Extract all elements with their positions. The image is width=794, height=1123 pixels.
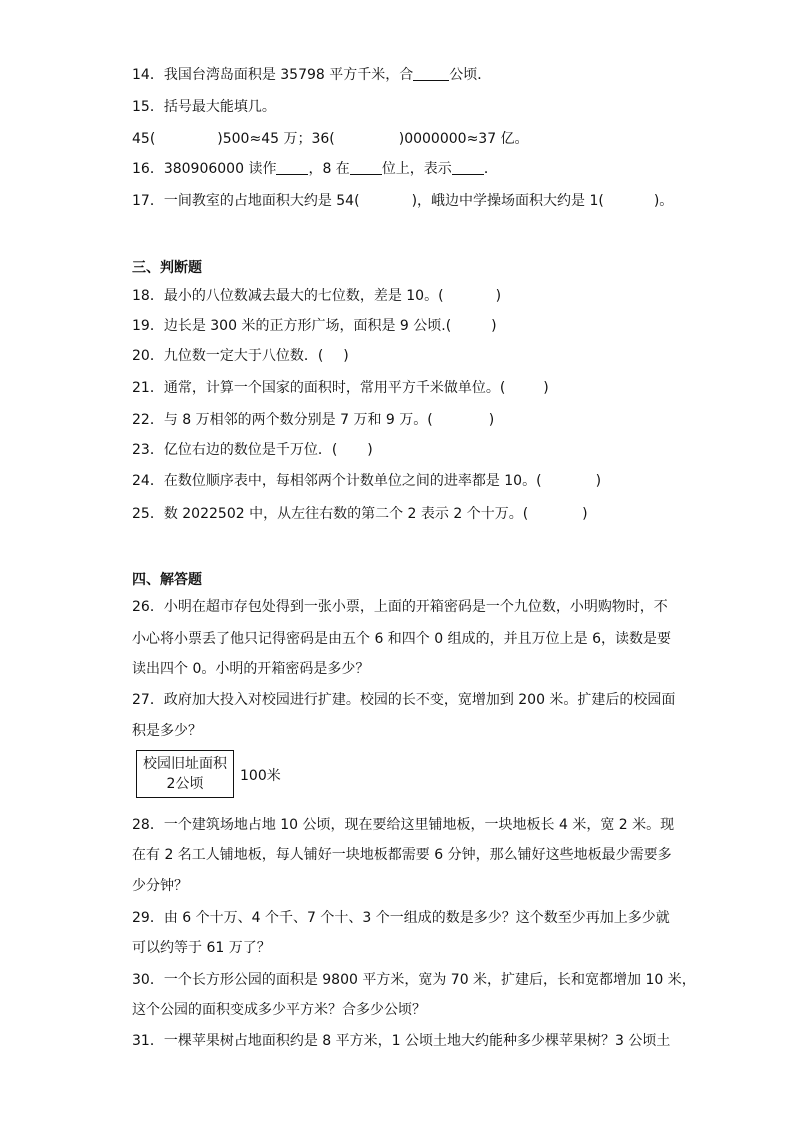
section-heading-answer: 四、解答题: [132, 572, 202, 588]
campus-area-figure: [136, 750, 234, 798]
section-heading-judge: 三、判断题: [132, 260, 202, 276]
figure-area: 2公顷: [166, 776, 204, 792]
question-text: ，8 在: [308, 161, 350, 177]
question-text: 数 2022502 中，从左往右数的第二个 2 表示 2 个十万。(: [163, 506, 529, 522]
question-18: [132, 286, 666, 306]
figure-side-length: 100米: [240, 768, 281, 784]
paren-close: ): [367, 442, 373, 458]
question-text: 最小的八位数减去最大的七位数，差是 10。(: [163, 288, 444, 304]
paren-close: ): [495, 288, 502, 304]
answer-blank[interactable]: [452, 160, 484, 175]
question-text: 380906000 读作: [163, 161, 277, 177]
question-29-line-2: 可以约等于 61 万了？: [132, 940, 271, 956]
paren-close: ): [543, 380, 549, 396]
paren-close: ): [491, 318, 497, 334]
question-30-line-2: 这个公园的面积变成多少平方米？合多少公顷？: [132, 1002, 426, 1018]
question-23: [132, 440, 666, 460]
question-number: 14．: [132, 67, 164, 83]
question-number: 19．: [132, 318, 164, 334]
question-19: [132, 316, 666, 336]
paren-close: ): [343, 348, 349, 364]
question-28-line-1: 28．一个建筑场地占地 10 公顷，现在要给这里铺地板，一块地板长 4 米，宽 2 米。现: [132, 817, 675, 833]
question-27-line-2: 积是多少？: [132, 723, 202, 739]
question-text: 与 8 万相邻的两个数分别是 7 万和 9 万。(: [163, 412, 433, 428]
question-text: 边长是 300 米的正方形广场，面积是 9 公顷.(: [163, 318, 452, 334]
question-29-line-1: 29．由 6 个十万、4 个千、7 个十、3 个一组成的数是多少？这个数至少再加上多少就: [132, 910, 670, 926]
question-number: 18．: [132, 288, 164, 304]
question-31-line-1: 31．一棵苹果树占地面积约是 8 平方米，1 公顷土地大约能种多少棵苹果树？3 公顷土: [132, 1033, 671, 1049]
question-text: 一间教室的占地面积大约是 54(: [163, 193, 360, 209]
question-number: 23．: [132, 442, 164, 458]
question-30-line-1: 30．一个长方形公园的面积是 9800 平方米，宽为 70 米，扩建后，长和宽都增加 10 米，: [132, 972, 696, 988]
question-22: [132, 410, 666, 430]
question-25: [132, 504, 666, 524]
figure-label: 校园旧址面积: [143, 756, 227, 772]
paren-close: ): [488, 412, 495, 428]
question-28-line-3: 少分钟？: [132, 878, 188, 894]
question-number: 24．: [132, 473, 164, 489]
question-number: 25．: [132, 506, 164, 522]
question-text: 在数位顺序表中，每相邻两个计数单位之间的进率都是 10。(: [163, 473, 542, 489]
question-15-items: [132, 129, 666, 149]
question-text: )。: [653, 193, 674, 209]
question-16: [132, 159, 666, 179]
question-text: 九位数一定大于八位数．(: [163, 348, 324, 364]
question-20: [132, 346, 666, 366]
question-text: )，峨边中学操场面积大约是 1(: [411, 193, 604, 209]
question-26-line-2: 小心将小票丢了他只记得密码是由五个 6 和四个 0 组成的，并且万位上是 6，读数是要: [132, 631, 671, 647]
question-text: 括号最大能填几。: [163, 99, 276, 115]
question-number: 15．: [132, 99, 164, 115]
answer-blank[interactable]: [350, 160, 382, 175]
paren-close: ): [582, 506, 588, 522]
question-text: 公顷．: [449, 67, 492, 83]
item-text: )500≈45 万；36(: [217, 131, 335, 147]
item-text: )0000000≈37 亿。: [398, 131, 529, 147]
question-text: 我国台湾岛面积是 35798 平方千米，合: [163, 67, 414, 83]
question-text: ．: [483, 161, 498, 177]
question-26-line-3: 读出四个 0。小明的开箱密码是多少？: [132, 661, 370, 677]
question-26-line-1: 26．小明在超市存包处得到一张小票，上面的开箱密码是一个九位数，小明购物时，不: [132, 599, 668, 615]
question-text: 位上，表示: [381, 161, 452, 177]
question-number: 22．: [132, 412, 164, 428]
question-21: [132, 378, 666, 398]
answer-blank[interactable]: [276, 160, 308, 175]
question-17: [132, 191, 674, 211]
question-number: 20．: [132, 348, 164, 364]
question-15: [132, 97, 666, 117]
question-24: [132, 471, 666, 491]
question-27-line-1: 27．政府加大投入对校园进行扩建。校园的长不变，宽增加到 200 米。扩建后的校园面: [132, 692, 676, 708]
question-number: 21．: [132, 380, 164, 396]
answer-blank[interactable]: [413, 66, 449, 81]
question-number: 16．: [132, 161, 164, 177]
question-28-line-2: 在有 2 名工人铺地板，每人铺好一块地板都需要 6 分钟，那么铺好这些地板最少需要多: [132, 847, 672, 863]
paren-close: ): [595, 473, 602, 489]
question-text: 通常，计算一个国家的面积时，常用平方千米做单位。(: [163, 380, 506, 396]
question-text: 亿位右边的数位是千万位．(: [163, 442, 338, 458]
item-text: 45(: [132, 131, 156, 147]
question-14: [132, 65, 666, 85]
question-number: 17．: [132, 193, 164, 209]
